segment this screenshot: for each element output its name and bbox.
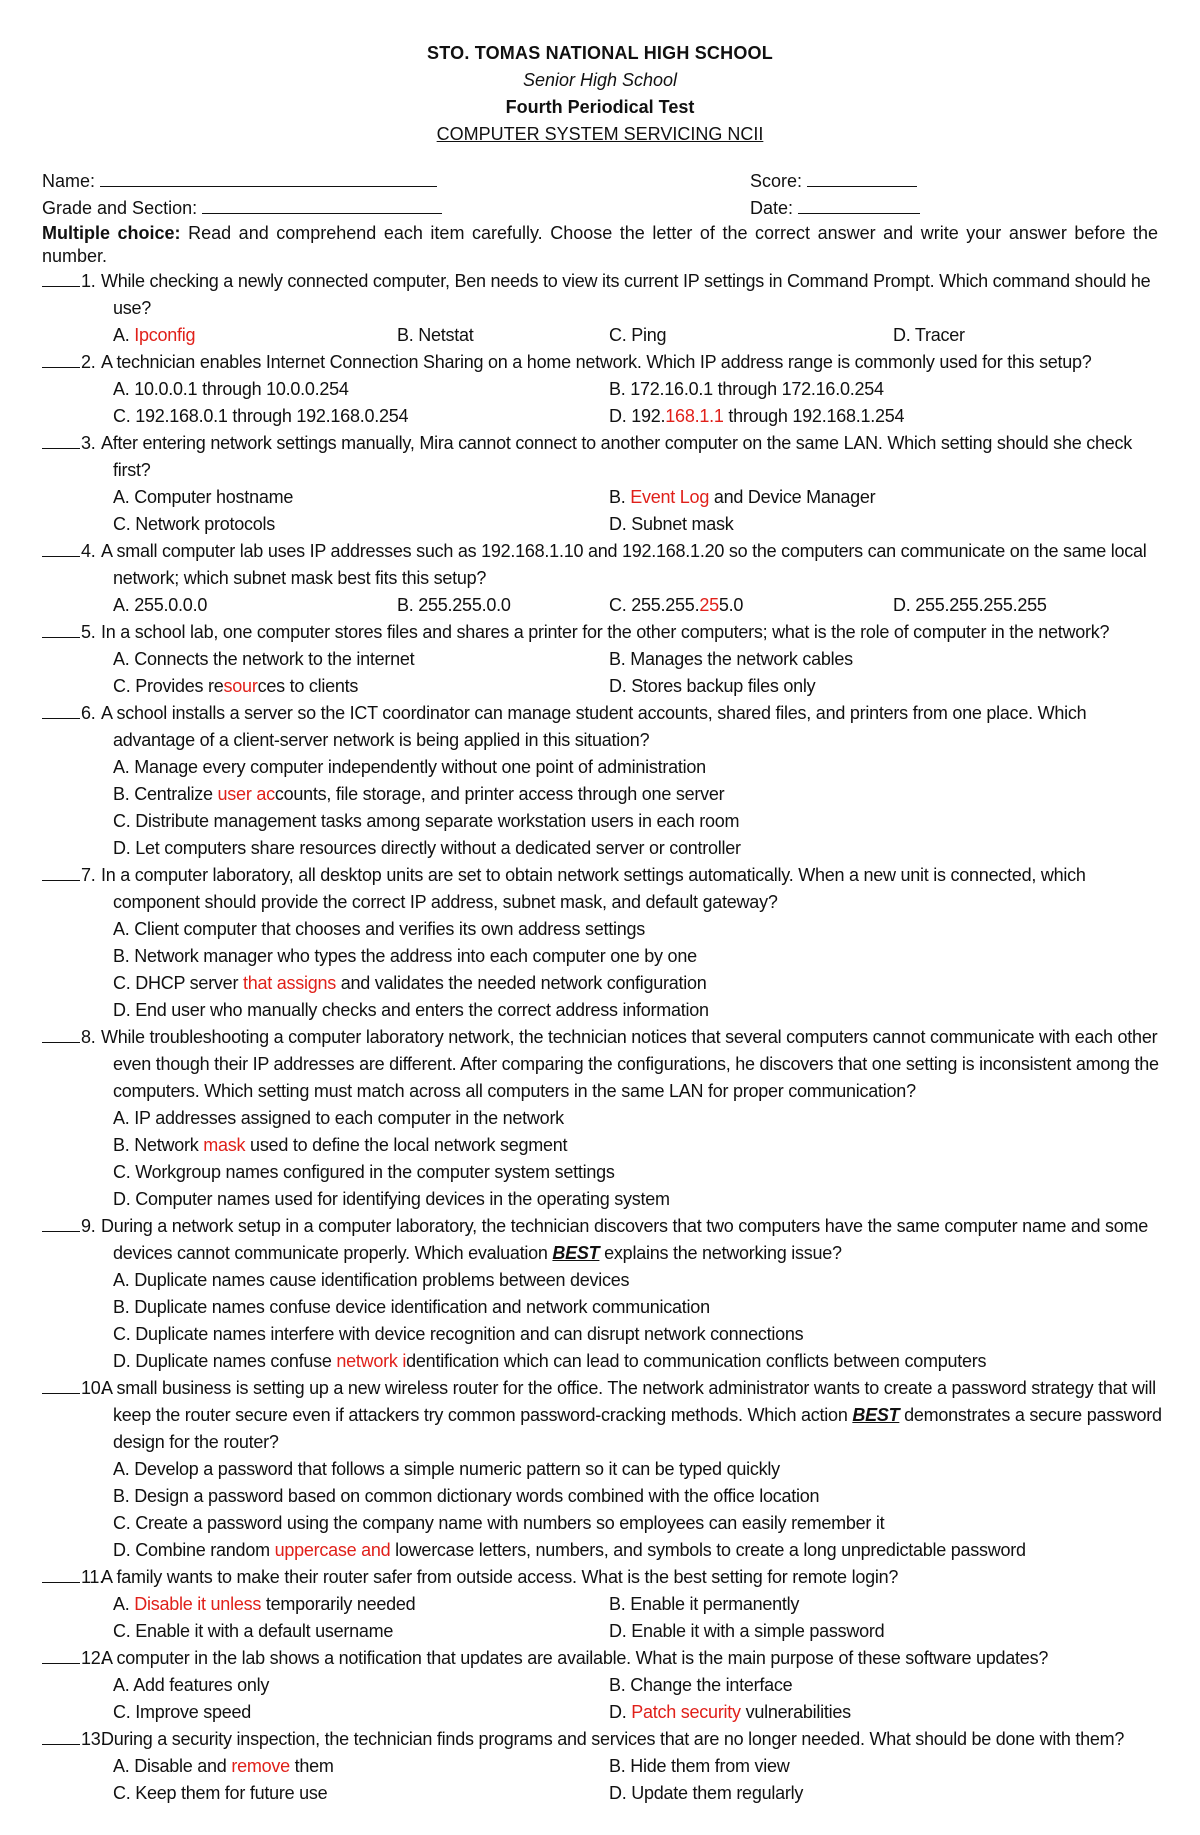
question-number: 6. [81, 703, 96, 723]
question [42, 1024, 1170, 1105]
option-d: D. Tracer [893, 325, 965, 345]
option-b: B. Change the interface [609, 1675, 793, 1695]
options [0, 1753, 1200, 1807]
answer-blank[interactable] [42, 538, 80, 557]
option-d: D. Duplicate names confuse network identification which can lead to communication conflicts between computers [113, 1351, 987, 1371]
options [0, 1591, 1200, 1645]
options [0, 916, 1200, 1024]
question-number: 2. [81, 352, 96, 372]
option-a: A. Client computer that chooses and verifies its own address settings [113, 919, 646, 939]
option-d: D. Patch security vulnerabilities [609, 1702, 851, 1722]
question [42, 619, 1170, 646]
option-c: C. Ping [609, 325, 667, 345]
option-d: D. End user who manually checks and enters the correct address information [113, 1000, 709, 1020]
option-c: C. Enable it with a default username [113, 1621, 394, 1641]
option-d: D. Subnet mask [609, 514, 734, 534]
options [0, 646, 1200, 700]
options [0, 1672, 1200, 1726]
option-a: A. IP addresses assigned to each computer in the network [113, 1108, 564, 1128]
option-a: A. Disable and remove them [113, 1756, 334, 1776]
option-c: C. 255.255.255.0 [609, 595, 744, 615]
school-level: Senior High School [522, 70, 678, 90]
question [42, 1726, 1170, 1753]
school-name: STO. TOMAS NATIONAL HIGH SCHOOL [427, 43, 773, 63]
option-d: D. Stores backup files only [609, 676, 816, 696]
score-blank[interactable] [807, 168, 917, 187]
test-title: Fourth Periodical Test [505, 97, 695, 117]
options [0, 1267, 1200, 1375]
question-stem: A family wants to make their router safer from outside access. What is the best setting for remote login? [101, 1567, 899, 1587]
question-stem: After entering network settings manually, Mira cannot connect to another computer on the same LAN. Which setting should she check first? [101, 433, 1132, 480]
option-b: B. Duplicate names confuse device identification and network communication [113, 1297, 710, 1317]
question [42, 349, 1170, 376]
options [0, 754, 1200, 862]
info-row-grade [0, 195, 1200, 222]
option-a: A. Computer hostname [113, 487, 294, 507]
option-d: D. 255.255.255.255 [893, 595, 1047, 615]
option-a: A. Develop a password that follows a simple numeric pattern so it can be typed quickly [113, 1459, 780, 1479]
option-d: D. Combine random uppercase and lowercase letters, numbers, and symbols to create a long unpredictable password [113, 1540, 1026, 1560]
option-d: D. Update them regularly [609, 1783, 804, 1803]
question-number: 1. [81, 271, 96, 291]
option-c: C. Distribute management tasks among separate workstation users in each room [113, 811, 740, 831]
subject-title: COMPUTER SYSTEM SERVICING NCII [436, 124, 764, 144]
question-stem: A school installs a server so the ICT coordinator can manage student accounts, shared files, and printers from one place. Which advantage of a client-server network is being applied in this situation? [101, 703, 1087, 750]
question [42, 538, 1170, 592]
option-b: B. Hide them from view [609, 1756, 790, 1776]
question [42, 700, 1170, 754]
options [0, 1105, 1200, 1213]
option-a: A. Duplicate names cause identification problems between devices [113, 1270, 630, 1290]
answer-blank[interactable] [42, 700, 80, 719]
date-label: Date: [750, 198, 794, 218]
options [0, 484, 1200, 538]
question [42, 1375, 1170, 1456]
question-number: 8. [81, 1027, 96, 1047]
answer-blank[interactable] [42, 349, 80, 368]
option-d: D. 192.168.1.1 through 192.168.1.254 [609, 406, 905, 426]
option-a: A. Ipconfig [113, 325, 196, 345]
option-c: C. Duplicate names interfere with device recognition and can disrupt network connections [113, 1324, 804, 1344]
question [42, 430, 1170, 484]
option-d: D. Let computers share resources directly without a dedicated server or controller [113, 838, 741, 858]
score-label: Score: [750, 171, 803, 191]
answer-blank[interactable] [42, 1024, 80, 1043]
option-c: C. Keep them for future use [113, 1783, 328, 1803]
question-stem: During a network setup in a computer laboratory, the technician discovers that two computers have the same computer name and some devices cannot communicate properly. Which evaluation BEST explains the networking issue? [101, 1216, 1148, 1263]
option-a: A. Manage every computer independently without one point of administration [113, 757, 706, 777]
option-b: B. 172.16.0.1 through 172.16.0.254 [609, 379, 884, 399]
answer-blank[interactable] [42, 1375, 80, 1394]
answer-blank[interactable] [42, 619, 80, 638]
grade-label: Grade and Section: [42, 198, 198, 218]
option-c: C. Workgroup names configured in the computer system settings [113, 1162, 615, 1182]
option-c: C. Create a password using the company name with numbers so employees can easily remember it [113, 1513, 885, 1533]
grade-blank[interactable] [202, 195, 442, 214]
question-number: 7. [81, 865, 96, 885]
answer-blank[interactable] [42, 1213, 80, 1232]
answer-blank[interactable] [42, 862, 80, 881]
question-stem: While troubleshooting a computer laboratory network, the technician notices that several computers cannot communicate with each other even though their IP addresses are different. After comparing the configurations, he discovers that one setting is inconsistent among the computers. Which setting must match across all computers in the same LAN for proper communication? [101, 1027, 1159, 1101]
option-b: B. Event Log and Device Manager [609, 487, 876, 507]
option-c: C. Improve speed [113, 1702, 252, 1722]
question-stem: A small business is setting up a new wireless router for the office. The network administrator wants to create a password strategy that will keep the router secure even if attackers try common password-cracking methods. Which action BEST demonstrates a secure password design for the router? [101, 1378, 1162, 1452]
option-b: B. Centralize user accounts, file storage, and printer access through one server [113, 784, 725, 804]
question-number: 5. [81, 622, 96, 642]
answer-blank[interactable] [42, 430, 80, 449]
option-c: C. Provides resources to clients [113, 676, 359, 696]
info-row-name [0, 168, 1200, 195]
answer-blank[interactable] [42, 268, 80, 287]
option-b: B. Manages the network cables [609, 649, 853, 669]
options [0, 376, 1200, 430]
option-a: A. Add features only [113, 1675, 270, 1695]
option-c: C. 192.168.0.1 through 192.168.0.254 [113, 406, 409, 426]
option-d: D. Enable it with a simple password [609, 1621, 885, 1641]
answer-blank[interactable] [42, 1726, 80, 1745]
option-b: B. Network mask used to define the local network segment [113, 1135, 568, 1155]
date-blank[interactable] [798, 195, 920, 214]
question-number: 11. [81, 1567, 104, 1587]
question-number: 13. [81, 1729, 106, 1749]
question-stem: A small computer lab uses IP addresses such as 192.168.1.10 and 192.168.1.20 so the computers can communicate on the same local network; which subnet mask best fits this setup? [101, 541, 1147, 588]
option-a: A. Connects the network to the internet [113, 649, 415, 669]
question-stem: While checking a newly connected computer, Ben needs to view its current IP settings in Command Prompt. Which command should he use? [101, 271, 1151, 318]
option-a: A. 255.0.0.0 [113, 595, 208, 615]
options [0, 322, 1200, 349]
question [42, 268, 1170, 322]
answer-blank[interactable] [42, 1564, 80, 1583]
answer-blank[interactable] [42, 1645, 80, 1664]
name-blank[interactable] [100, 168, 437, 187]
question-number: 4. [81, 541, 96, 561]
question [42, 862, 1170, 916]
question [42, 1564, 1170, 1591]
option-b: B. Network manager who types the address into each computer one by one [113, 946, 697, 966]
options [0, 592, 1200, 619]
question-number: 12. [81, 1648, 106, 1668]
question-number: 3. [81, 433, 96, 453]
question-stem: A technician enables Internet Connection Sharing on a home network. Which IP address range is commonly used for this setup? [101, 352, 1092, 372]
option-a: A. 10.0.0.1 through 10.0.0.254 [113, 379, 349, 399]
question-stem: During a security inspection, the technician finds programs and services that are no longer needed. What should be done with them? [101, 1729, 1125, 1749]
question [42, 1645, 1170, 1672]
question-stem: A computer in the lab shows a notification that updates are available. What is the main purpose of these software updates? [101, 1648, 1049, 1668]
question-stem: In a computer laboratory, all desktop units are set to obtain network settings automatically. When a new unit is connected, which component should provide the correct IP address, subnet mask, and default gateway? [101, 865, 1086, 912]
option-b: B. Netstat [397, 325, 474, 345]
question-number: 9. [81, 1216, 96, 1236]
options [0, 1456, 1200, 1564]
instructions [42, 222, 1158, 268]
option-b: B. Enable it permanently [609, 1594, 800, 1614]
question [42, 1213, 1170, 1267]
option-c: C. DHCP server that assigns and validates the needed network configuration [113, 973, 707, 993]
option-a: A. Disable it unless temporarily needed [113, 1594, 416, 1614]
option-d: D. Computer names used for identifying devices in the operating system [113, 1189, 670, 1209]
name-label: Name: [42, 171, 96, 191]
option-b: B. Design a password based on common dictionary words combined with the office location [113, 1486, 820, 1506]
question-stem: In a school lab, one computer stores files and shares a printer for the other computers; what is the role of computer in the network? [101, 622, 1110, 642]
option-c: C. Network protocols [113, 514, 276, 534]
instructions-lead: Multiple choice: [42, 223, 181, 243]
instructions-text: Read and comprehend each item carefully. Choose the letter of the correct answer and write your answer before the number. [42, 223, 1158, 266]
question-number: 10. [81, 1378, 106, 1398]
option-b: B. 255.255.0.0 [397, 595, 511, 615]
